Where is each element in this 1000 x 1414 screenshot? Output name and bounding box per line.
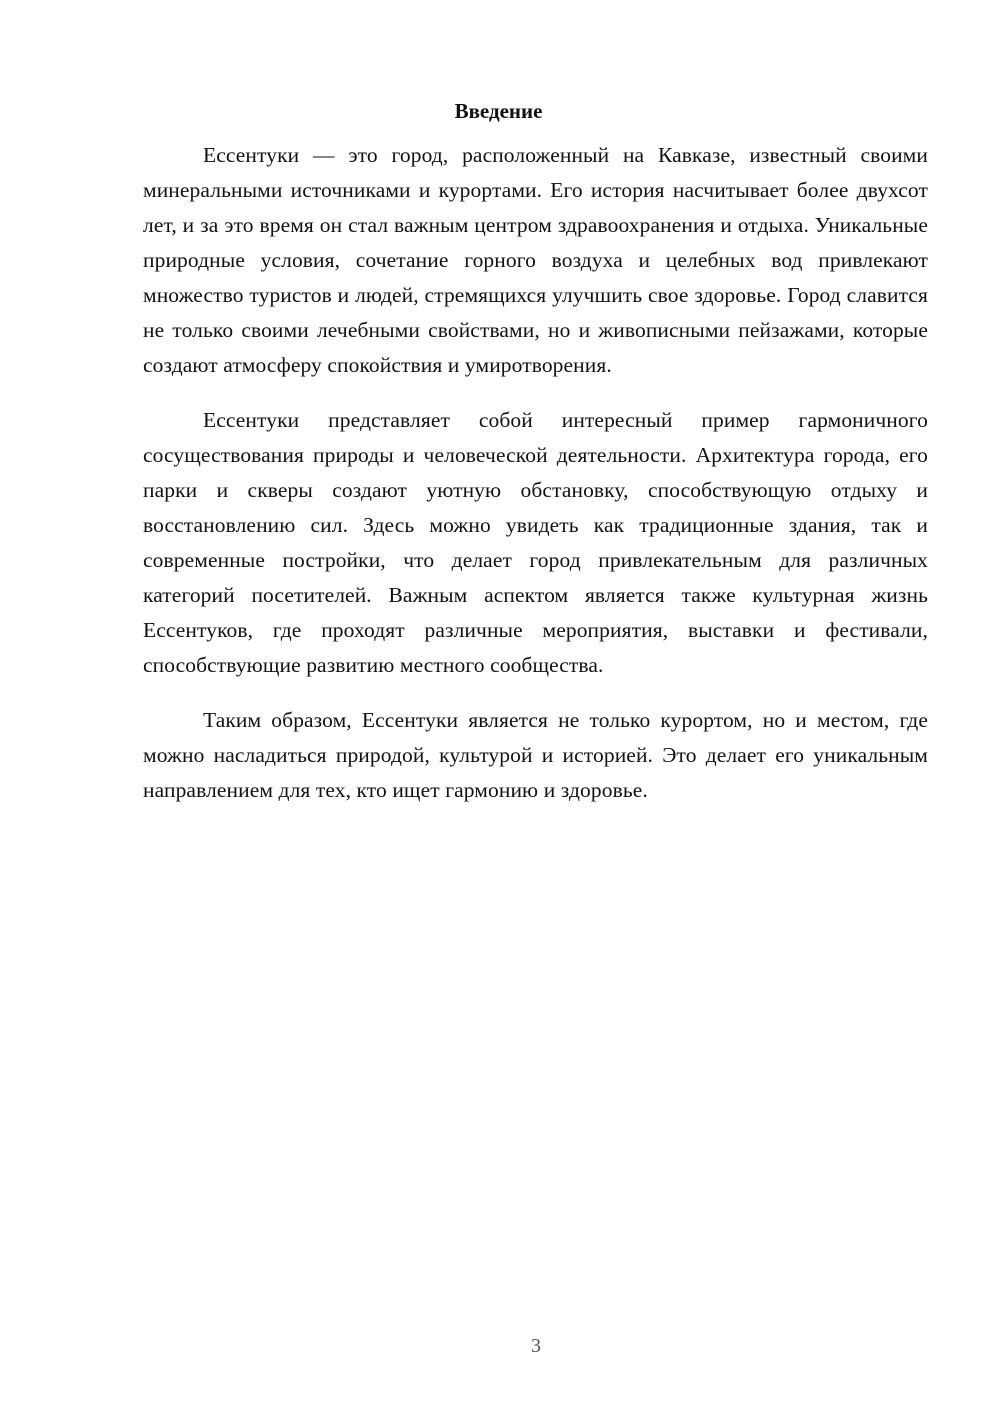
paragraph-2: Ессентуки представляет собой интересный пример гармоничного сосуществования природы и человеческой деятельности. Архитектура города, его парки и скверы создают уютную обстановку, способствующую отдыху и восстановлению сил. Здесь можно увидеть как традиционные здания, так и современные постройки, что делает город привлекательным для различных категорий посетителей. Важным аспектом является также культурная жизнь Ессентуков, где проходят различные мероприятия, выставки и фестивали, способствующие развитию местного сообщества. — [143, 408, 928, 677]
section-heading: Введение — [454, 99, 543, 123]
paragraph-1: Ессентуки — это город, расположенный на Кавказе, известный своими минеральными источниками и курортами. Его история насчитывает более двухсот лет, и за это время он стал важным центром здравоохранения и отдыха. Уникальные природные условия, сочетание горного воздуха и целебных вод привлекают множество туристов и людей, стремящихся улучшить свое здоровье. Город славится не только своими лечебными свойствами, но и живописными пейзажами, которые создают атмосферу спокойствия и умиротворения. — [143, 143, 928, 377]
page-number: 3 — [531, 1335, 541, 1357]
document-body — [143, 96, 928, 808]
paragraph-3: Таким образом, Ессентуки является не только курортом, но и местом, где можно насладиться природой, культурой и историей. Это делает его уникальным направлением для тех, кто ищет гармонию и здоровье. — [143, 708, 928, 802]
